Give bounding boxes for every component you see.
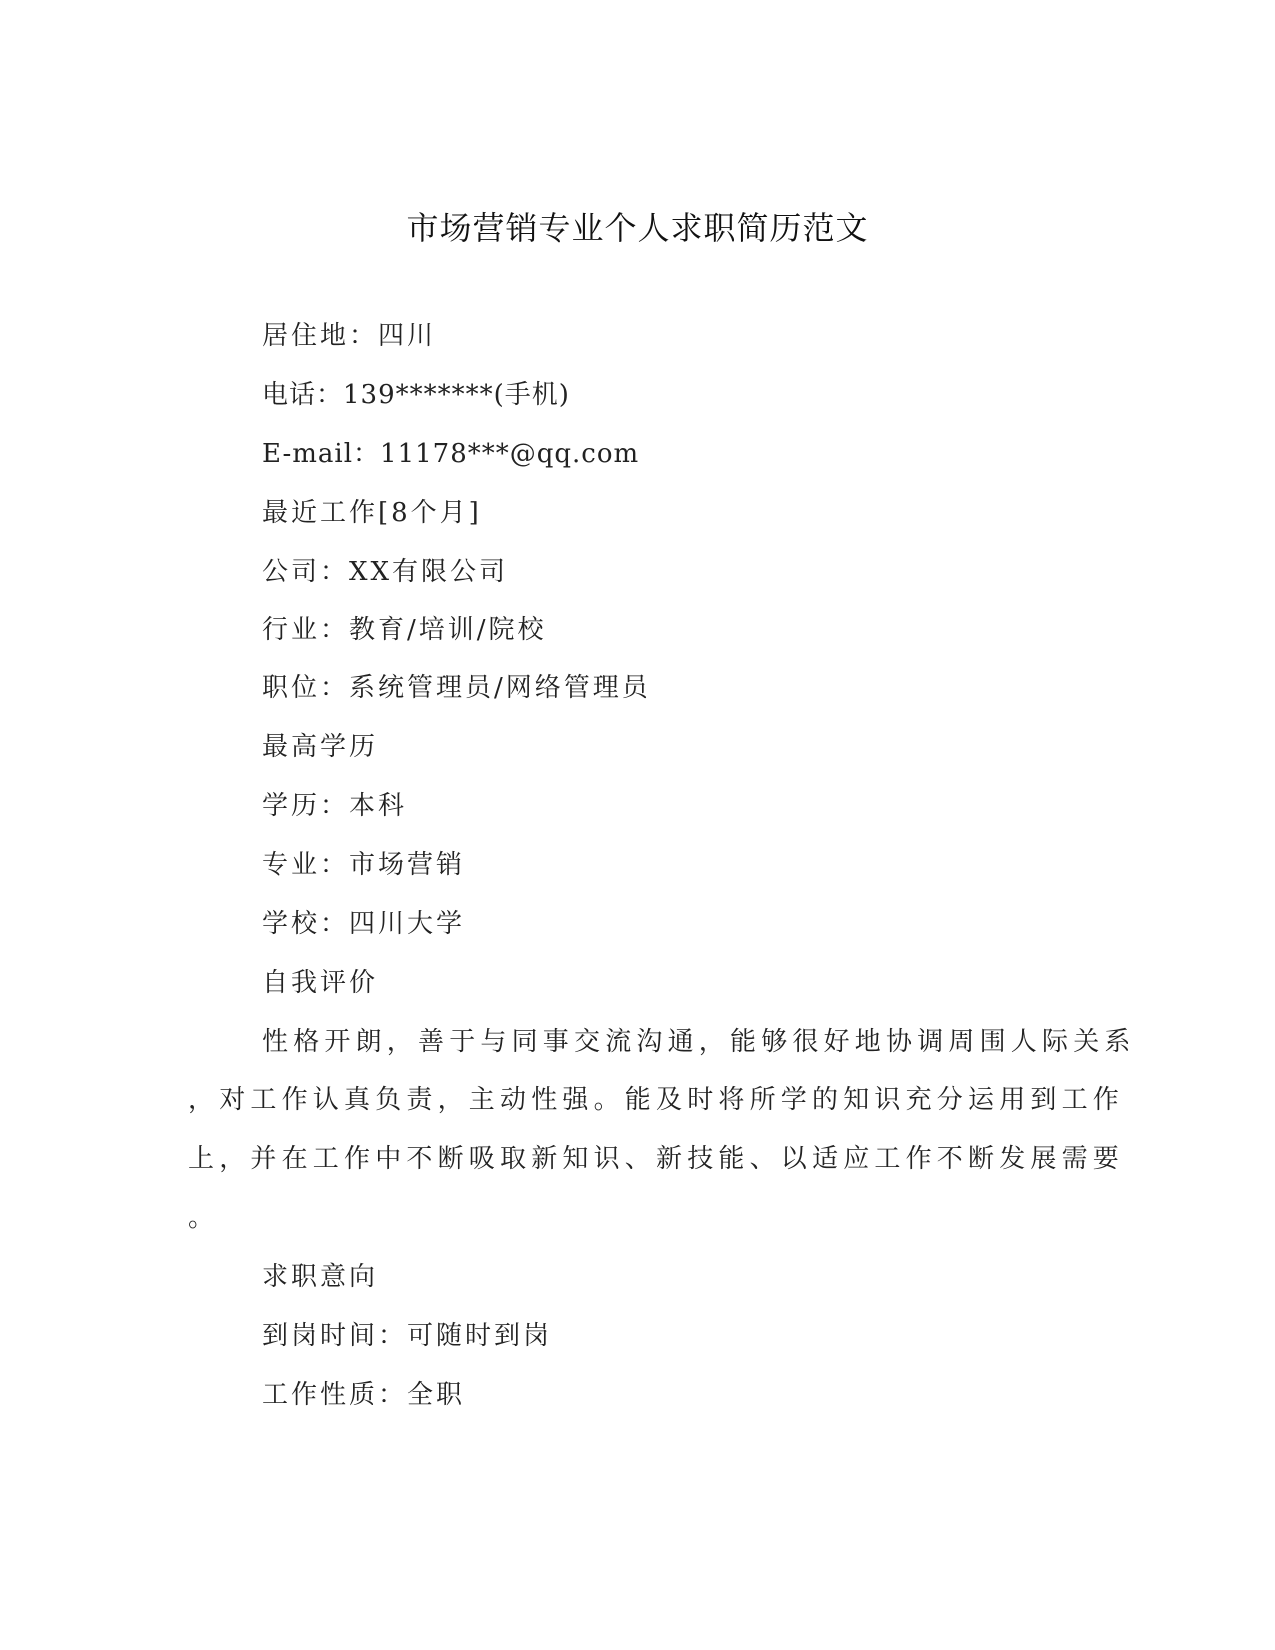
phone-line: 电话：139*******(手机) (262, 380, 570, 410)
highest-education-heading: 最高学历 (262, 732, 379, 762)
position-line: 职位：系统管理员/网络管理员 (262, 673, 651, 703)
recent-work-line: 最近工作[8个月] (262, 498, 482, 528)
document-title: 市场营销专业个人求职简历范文 (406, 209, 869, 247)
school-line: 学校：四川大学 (262, 909, 466, 939)
self-evaluation-heading: 自我评价 (262, 968, 379, 998)
email-line: E-mail：11178***@qq.com (262, 439, 640, 469)
self-evaluation-line-1: 性格开朗，善于与同事交流沟通，能够很好地协调周围人际关系 (262, 1027, 1136, 1057)
self-evaluation-line-4: 。 (188, 1203, 220, 1233)
major-line: 专业：市场营销 (262, 850, 466, 880)
self-evaluation-line-3: 上，并在工作中不断吸取新知识、新技能、以适应工作不断发展需要 (188, 1144, 1125, 1174)
availability-line: 到岗时间：可随时到岗 (262, 1321, 553, 1351)
education-line: 学历：本科 (262, 791, 408, 821)
company-line: 公司：XX有限公司 (262, 557, 509, 587)
residence-line: 居住地：四川 (262, 321, 437, 351)
self-evaluation-line-2: ，对工作认真负责，主动性强。能及时将所学的知识充分运用到工作 (188, 1085, 1125, 1115)
industry-line: 行业：教育/培训/院校 (262, 615, 547, 645)
job-intent-heading: 求职意向 (262, 1262, 379, 1292)
job-type-line: 工作性质：全职 (262, 1380, 466, 1410)
